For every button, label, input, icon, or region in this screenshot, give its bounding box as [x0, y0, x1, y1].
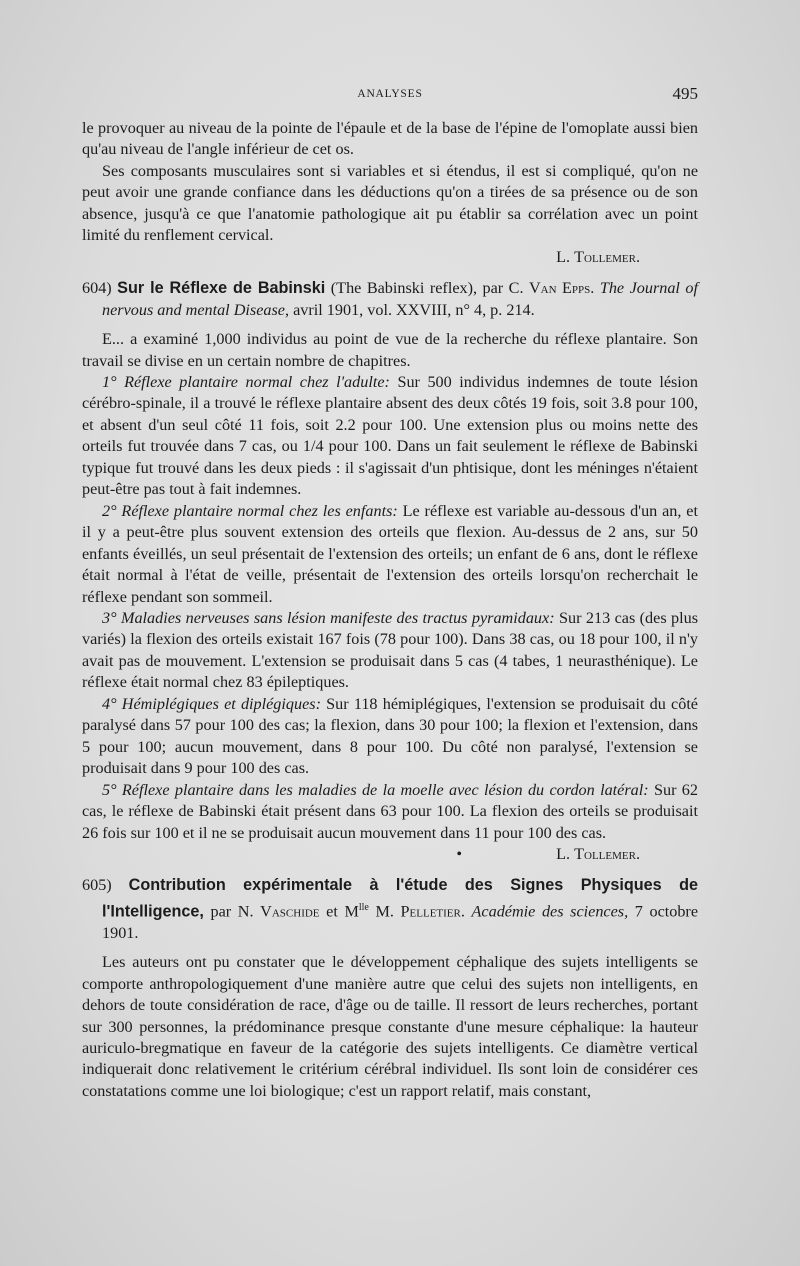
entry-title: Sur le Réflexe de Babinski — [117, 279, 326, 298]
entry-journal: The Journal of nervous and mental Disease — [102, 279, 698, 319]
section-label: 3° Maladies nerveuses sans lésion manifeste des tractus pyramidaux: — [102, 608, 555, 627]
entry-604-section-5 — [82, 780, 698, 844]
entry-byline: par N. — [203, 902, 261, 921]
signature-initial: L. — [556, 247, 571, 266]
section-label: 5° Réflexe plantaire dans les maladies de la moelle avec lésion du cordon latéral: — [102, 780, 649, 799]
signature-name: Tollemer. — [574, 844, 640, 863]
bullet-mark: • — [456, 844, 463, 863]
section-text: Sur 118 hémiplégiques, l'extension se produisait du côté paralysé dans 57 pour 100 des cas; la flexion, dans 30 pour 100; la flexion et l'extension, dans 5 pour 100; aucun mouvement, dans 8 pour 100. Du côté non paralysé, l'extension se produisait dans 9 pour 100 des cas. — [82, 694, 698, 778]
entry-605-body: Les auteurs ont pu constater que le développement céphalique des sujets intelligents se comporte anthropologiquement d'une manière autre que celui des sujets non intelligents, en dehors de toute considération de race, d'âge ou de taille. Il ressort de leurs recherches, portant sur 300 personnes, la prédominance presque constante d'une mesure céphalique: la hauteur auriculo-bregmatique en faveur de la catégorie des sujets intelligents. Ce diamètre vertical indiquerait donc relativement le critérium cérébral individuel. Ils sont loin de considérer ces constatations comme une loi biologique; c'est un rapport relatif, mais constant, — [82, 953, 698, 1100]
section-text: Sur 62 cas, le réflexe de Babinski était présent dans 63 pour 100. La flexion des orteils se produisait 26 fois sur 100 et il ne se produisait aucun mouvement dans 11 pour 100 des cas. — [82, 780, 698, 842]
entry-connector: et M — [319, 902, 359, 921]
entry-604-heading — [82, 278, 698, 321]
entry-separator: . — [590, 279, 600, 298]
section-label: 2° Réflexe plantaire normal chez les enfants: — [102, 501, 398, 520]
entry-separator: . — [460, 902, 472, 921]
entry-author2-prefix: M. — [368, 902, 401, 921]
entry-author: Vaschide — [260, 902, 320, 921]
running-title: ANALYSES — [357, 88, 423, 100]
signature-name: Tollemer. — [574, 247, 640, 266]
entry-source: Académie des sciences, — [471, 902, 629, 921]
signature — [82, 844, 698, 865]
page-number: 495 — [672, 84, 698, 103]
entry-number: 604) — [82, 279, 112, 298]
section-text: Le réflexe est variable au-dessous d'un an, et il y a peut-être plus souvent extension des orteils que flexion. Au-dessus de 2 ans, sur 50 enfants éveillés, un seul présentait de l'extension des orteils; un enfant de 6 ans, dont le réflexe était normal à l'état de veille, présentait de l'extension des orteils lorsqu'on recherchait le réflexe pendant son sommeil. — [82, 501, 698, 606]
entry-author: Pelletier — [400, 902, 461, 921]
entry-604-section-2 — [82, 501, 698, 608]
entry-details: , avril 1901, vol. XXVIII, n° 4, p. 214. — [284, 300, 535, 319]
entry-connector-sup: lle — [358, 901, 369, 913]
entry-604-section-1 — [82, 372, 698, 501]
entry-604-section-3 — [82, 608, 698, 694]
entry-title: Contribution expérimentale à l'étude des Signes Physiques de l'Intelligence, — [102, 876, 699, 921]
section-label: 1° Réflexe plantaire normal chez l'adulte: — [102, 372, 390, 391]
paragraph-continuation: le provoquer au niveau de la pointe de l'épaule et de la base de l'épine de l'omoplate aussi bien qu'au niveau de l'angle inférieur de cet os. — [82, 119, 698, 159]
entry-number: 605) — [82, 876, 112, 895]
entry-subtitle: (The Babinski reflex), par C. — [325, 279, 529, 298]
entry-605-heading — [82, 875, 698, 944]
entry-604-section-4 — [82, 694, 698, 780]
section-label: 4° Hémiplégiques et diplégiques: — [102, 694, 321, 713]
section-text: Sur 213 cas (des plus variés) la flexion des orteils existait 167 fois (78 pour 100). Dans 38 cas, ou 18 pour 100, il n'y avait pas de mouvement. L'extension se produisait dans 5 cas (4 tabes, 1 neurasthénique). Le réflexe était normal chez 83 épileptiques. — [82, 608, 699, 692]
signature-initial: L. — [556, 844, 571, 863]
signature — [82, 247, 698, 268]
paragraph-muscular-components: Ses composants musculaires sont si variables et si étendus, il est si compliqué, qu'on ne peut avoir une grande confiance dans les déductions qu'on a tirées de sa présence ou de son absence, jusqu'à ce que l'anatomie pathologique ait pu établir sa corrélation avec un point limité du renflement cervical. — [82, 161, 698, 245]
entry-author: Van Epps — [528, 279, 591, 298]
body-text — [82, 118, 698, 1102]
section-text: Sur 500 individus indemnes de toute lésion cérébro-spinale, il a trouvé le réflexe plantaire absent des deux côtés 19 fois, soit 3.8 pour 100, et absent d'un seul côté 11 fois, soit 2.2 pour 100. Une extension plus ou moins nette des orteils fut trouvée dans 7 cas, ou 1/4 pour 100. Dans un fait seulement le réflexe de Babinski typique fut trouvé dans les deux pieds : il s'agissait d'un phtisique, dont les méninges n'étaient peut-être pas tout à fait indemnes. — [82, 372, 698, 499]
entry-date: 7 octobre 1901. — [102, 902, 699, 942]
running-head — [82, 84, 698, 106]
entry-604-intro: E... a examiné 1,000 individus au point de vue de la recherche du réflexe plantaire. Son travail se divise en un certain nombre de chapitres. — [82, 330, 698, 370]
